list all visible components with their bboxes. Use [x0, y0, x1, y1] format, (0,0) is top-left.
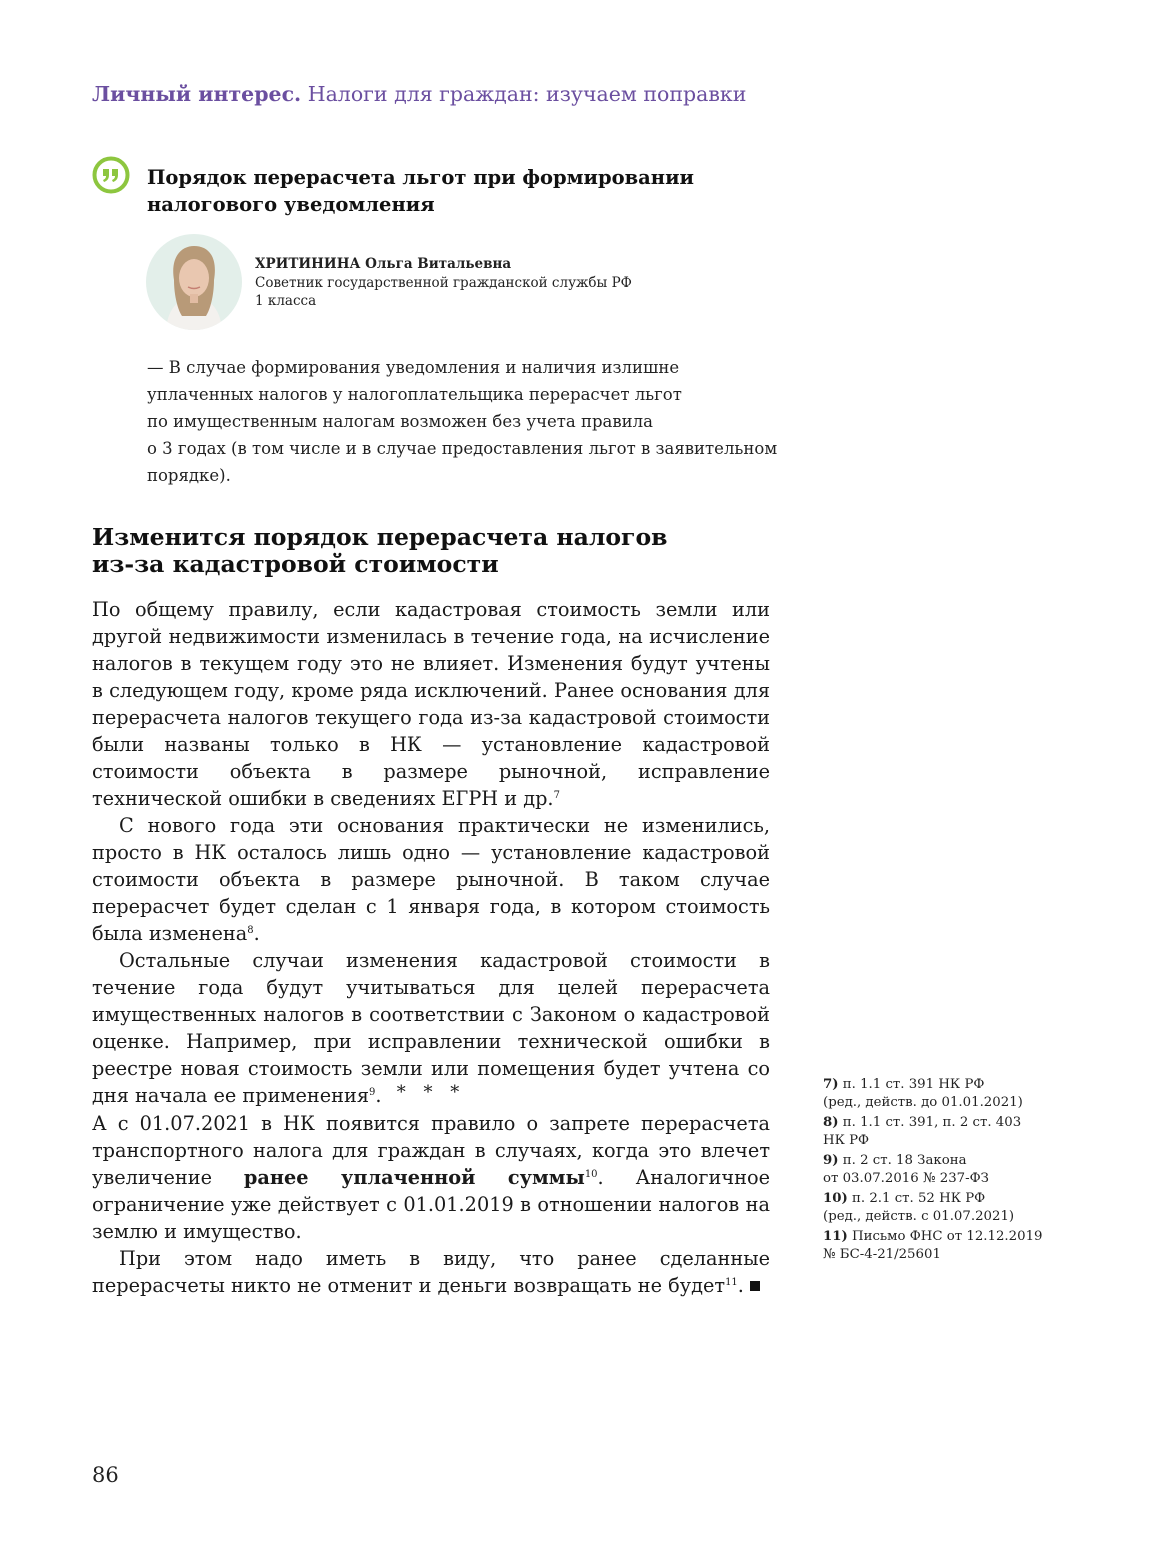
paragraph-text: . [375, 1084, 382, 1107]
quote-line: уплаченных налогов у налогоплательщика перерасчет льгот [147, 385, 682, 404]
footnote [823, 1228, 1083, 1264]
quote-title-line: Порядок перерасчета льгот при формировании [147, 166, 695, 189]
footnote-number: 7) [823, 1077, 839, 1092]
footnote-text: НК РФ [823, 1133, 870, 1148]
author-role: 1 класса [255, 293, 317, 309]
footnote-ref: 11 [725, 1277, 738, 1288]
quote-title [147, 164, 694, 218]
footnote-number: 11) [823, 1229, 848, 1244]
running-head [92, 82, 746, 106]
paragraph [92, 1245, 770, 1299]
section-separator: * * * [396, 1082, 466, 1103]
section-title-line: из-за кадастровой стоимости [92, 550, 499, 578]
article-body [92, 596, 770, 1109]
paragraph-text: . [737, 1274, 744, 1297]
author-avatar [146, 234, 242, 330]
paragraph-text: . [253, 922, 260, 945]
end-mark-icon [750, 1281, 760, 1291]
page-number: 86 [92, 1463, 119, 1487]
author-role: Советник государственной гражданской службы РФ [255, 274, 632, 291]
paragraph-text: При этом надо иметь в виду, что ранее сделанные перерасчеты никто не отменит и деньги возвращать не будет [92, 1247, 770, 1297]
paragraph [92, 596, 770, 812]
paragraph [92, 812, 770, 947]
quote-line: по имущественным налогам возможен без учета правила [147, 412, 653, 431]
footnote-text: Письмо ФНС от 12.12.2019 [847, 1229, 1043, 1244]
footnote-number: 9) [823, 1153, 839, 1168]
footnote [823, 1076, 1083, 1112]
quote-line: — В случае формирования уведомления и наличия излишне [147, 358, 680, 377]
footnote-ref: 9 [369, 1087, 376, 1098]
footnote-number: 10) [823, 1191, 848, 1206]
footnote-text: (ред., действ. до 01.01.2021) [823, 1095, 1023, 1110]
footnote-ref: 10 [584, 1169, 598, 1180]
author-block [255, 255, 632, 311]
section-title-line: Изменится порядок перерасчета налогов [92, 523, 668, 551]
quote-line: о 3 годах (в том числе и в случае предоставления льгот в заявительном [147, 439, 778, 458]
article-body-continued [92, 1110, 770, 1299]
quote-body [147, 354, 787, 489]
paragraph-text: А с 01.07.2021 в НК появится правило о запрете перерасчета транспортного налога для граждан в случаях, когда это влечет увеличение [92, 1112, 770, 1189]
paragraph-text: Остальные случаи изменения кадастровой стоимости в течение года будут учитываться для целей перерасчета имущественных налогов в соответствии с Законом о кадастровой оценке. Например, при исправлении технической ошибки в реестре новая стоимость земли или помещения будет учтена со дня начала ее применения [92, 949, 770, 1107]
footnote [823, 1114, 1083, 1150]
author-name: ХРИТИНИНА Ольга Витальевна [255, 256, 512, 272]
emphasis-text: ранее уплаченной суммы [243, 1166, 585, 1189]
footnote-text: п. 1.1 ст. 391, п. 2 ст. 403 [838, 1115, 1022, 1130]
paragraph-text: . Аналогичное ограничение уже действует с 01.01.2019 в отношении налогов на землю и имущество. [92, 1166, 770, 1243]
footnote-text: п. 2 ст. 18 Закона [838, 1153, 967, 1168]
running-head-title: Налоги для граждан: изучаем поправки [301, 82, 747, 106]
footnote-ref: 8 [247, 925, 254, 936]
paragraph [92, 1110, 770, 1245]
footnote [823, 1152, 1083, 1188]
section-title [92, 524, 667, 578]
footnote-text: (ред., действ. с 01.07.2021) [823, 1209, 1015, 1224]
quote-mark-icon [92, 156, 130, 194]
footnote-number: 8) [823, 1115, 839, 1130]
footnotes [823, 1076, 1083, 1266]
footnote-ref: 7 [553, 790, 560, 801]
running-head-section: Личный интерес. [92, 82, 302, 106]
quote-line: порядке). [147, 466, 231, 485]
paragraph-text: По общему правилу, если кадастровая стоимость земли или другой недвижимости изменилась в течение года, на исчисление налогов в текущем году это не влияет. Изменения будут учтены в следующем году, кроме ряда исключений. Ранее основания для перерасчета налогов текущего года из-за кадастровой стоимости были названы только в НК — установление кадастровой стоимости объекта в размере рыночной, исправление технической ошибки в сведениях ЕГРН и др. [92, 598, 770, 810]
paragraph-text: С нового года эти основания практически не изменились, просто в НК осталось лишь одно — установление кадастровой стоимости объекта в размере рыночной. В таком случае перерасчет будет сделан с 1 января года, в котором стоимость была изменена [92, 814, 770, 945]
author-photo [146, 234, 242, 330]
footnote-text: от 03.07.2016 № 237-ФЗ [823, 1171, 989, 1186]
footnote-text: п. 2.1 ст. 52 НК РФ [847, 1191, 986, 1206]
footnote-text: № БС-4-21/25601 [823, 1247, 941, 1262]
footnote [823, 1190, 1083, 1226]
quote-title-line: налогового уведомления [147, 193, 435, 216]
footnote-text: п. 1.1 ст. 391 НК РФ [838, 1077, 985, 1092]
